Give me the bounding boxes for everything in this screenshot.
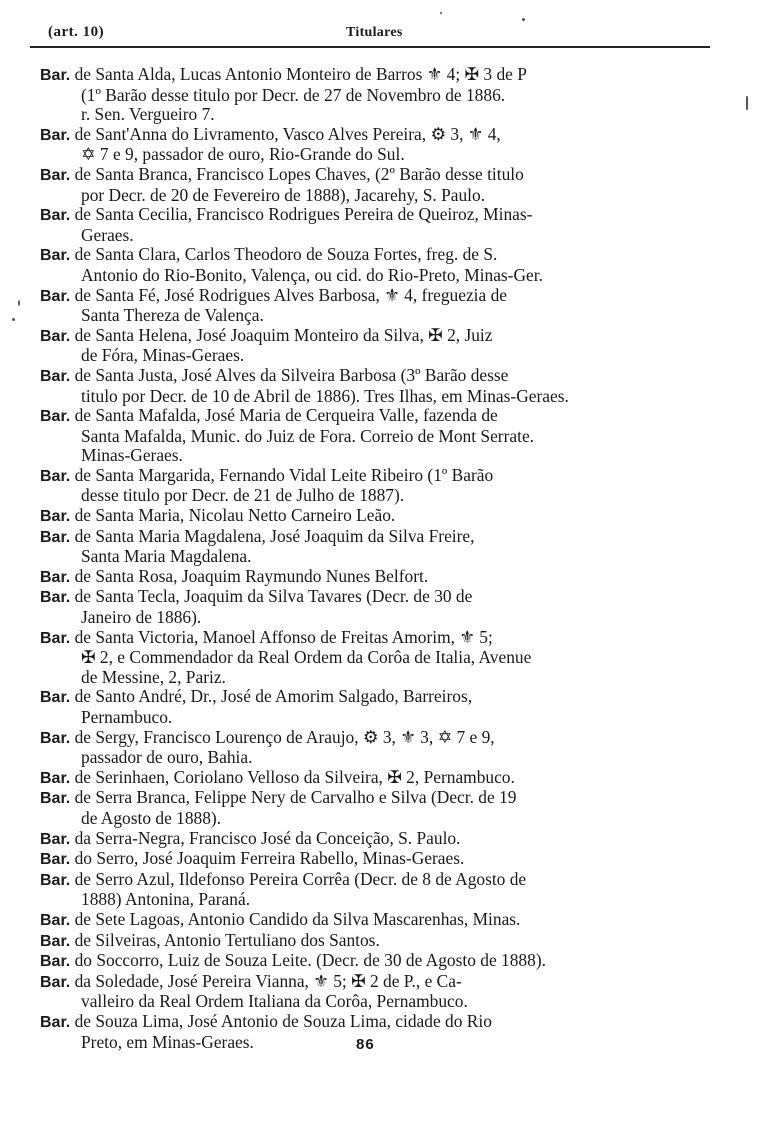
entry-first-line: [40, 506, 690, 527]
entry-prefix: Bar.: [40, 851, 71, 869]
entry: [40, 728, 690, 768]
entry-text: de Santa Margarida, Fernando Vidal Leite Ribeiro (1º Barão: [74, 464, 494, 485]
entry-prefix: Bar.: [40, 528, 71, 546]
entry-prefix: Bar.: [40, 973, 71, 991]
entry-prefix: Bar.: [40, 769, 71, 787]
scan-speck: [12, 318, 15, 321]
entry-first-line: [40, 972, 690, 993]
scan-speck: [18, 300, 20, 306]
entry-prefix: Bar.: [40, 689, 71, 707]
entry-prefix: Bar.: [40, 729, 71, 747]
entry-first-line: [40, 829, 690, 850]
entry-prefix: Bar.: [40, 830, 71, 848]
entry-text: de Santa Alda, Lucas Antonio Monteiro de Barros ⚜ 4; ✠ 3 de P: [74, 64, 527, 84]
entry-prefix: Bar.: [40, 367, 71, 385]
entry-first-line: [40, 910, 690, 931]
entry-continuation-line: ✡ 7 e 9, passador de ouro, Rio-Grande do Sul.: [81, 144, 405, 165]
entry-text: de Silveiras, Antonio Tertuliano dos Santos.: [74, 929, 380, 950]
entry-text: de Santa Tecla, Joaquim da Silva Tavares (Decr. de 30 de: [74, 586, 473, 607]
entry-text: de Santa Victoria, Manoel Affonso de Freitas Amorim, ⚜ 5;: [74, 626, 493, 647]
entry: [40, 587, 690, 627]
entry-prefix: Bar.: [40, 790, 71, 808]
entry-continuation-line: desse titulo por Decr. de 21 de Julho de 1887).: [81, 485, 405, 506]
entry-continuation-line: Pernambuco.: [81, 707, 173, 727]
entry-text: de Santa Clara, Carlos Theodoro de Souza Fortes, freg. de S.: [74, 244, 498, 265]
entry-prefix: Bar.: [40, 568, 71, 586]
section-ref: (art. 10): [48, 24, 105, 40]
entry-first-line: [40, 125, 690, 146]
entry: [40, 506, 690, 527]
entry-first-line: [40, 931, 690, 952]
entry-text: de Santa Maria, Nicolau Netto Carneiro Leão.: [74, 505, 396, 526]
running-title: Titulares: [346, 25, 403, 40]
entry-continuation-line: 1888) Antonina, Paraná.: [81, 889, 251, 910]
entry-prefix: Bar.: [40, 589, 71, 607]
entry-first-line: [40, 245, 690, 266]
entry-prefix: Bar.: [40, 126, 71, 144]
entry-first-line: [40, 286, 690, 307]
entry-text: de Sant'Anna do Livramento, Vasco Alves Pereira, ⚙ 3, ⚜ 4,: [74, 123, 501, 144]
entry-first-line: [40, 768, 690, 789]
entry-prefix: Bar.: [40, 207, 71, 225]
entry: [40, 768, 690, 789]
entry-continuation-line: Antonio do Rio-Bonito, Valença, ou cid. do Rio-Preto, Minas-Ger.: [81, 264, 543, 285]
entry: [40, 326, 690, 366]
entry: [40, 870, 690, 910]
entry-continuation-line: por Decr. de 20 de Fevereiro de 1888), Jacarehy, S. Paulo.: [81, 184, 486, 205]
entry: [40, 125, 690, 165]
entry: [40, 788, 690, 828]
entry: [40, 972, 690, 1012]
entry-continuation-line: (1º Barão desse titulo por Decr. de 27 de Novembro de 1886.: [81, 84, 506, 105]
entry-first-line: [40, 788, 690, 809]
entry: [40, 931, 690, 952]
entry-prefix: Bar.: [40, 953, 71, 971]
entry-first-line: [40, 165, 690, 186]
entry-continuation-line: de Agosto de 1888).: [81, 807, 222, 828]
entry-text: de Serro Azul, Ildefonso Pereira Corrêa (Decr. de 8 de Agosto de: [74, 868, 527, 889]
entry-text: de Sete Lagoas, Antonio Candido da Silva Mascarenhas, Minas.: [74, 908, 521, 929]
entry-prefix: Bar.: [40, 932, 71, 950]
entry-list: [40, 65, 690, 1052]
entry: [40, 65, 690, 125]
entry: [40, 951, 690, 972]
entry-prefix: Bar.: [40, 467, 71, 485]
entry-first-line: [40, 687, 690, 708]
entry-first-line: [40, 849, 690, 870]
entry-continuation-line: passador de ouro, Bahia.: [81, 747, 253, 768]
entry-text: de Sergy, Francisco Lourenço de Araujo, ⚙ 3, ⚜ 3, ✡ 7 e 9,: [74, 726, 495, 747]
entry-prefix: Bar.: [40, 287, 71, 305]
entry-continuation-line: Santa Thereza de Valença.: [81, 305, 264, 326]
entry-text: de Santa Cecilia, Francisco Rodrigues Pereira de Queiroz, Minas-: [74, 204, 533, 225]
entry-prefix: Bar.: [40, 408, 71, 426]
page-number: 86: [356, 1036, 375, 1053]
entry-continuation-line: de Fóra, Minas-Geraes.: [81, 345, 245, 366]
entry-prefix: Bar.: [40, 508, 71, 526]
entry-first-line: [40, 205, 690, 226]
entry-first-line: [40, 951, 690, 972]
entry-prefix: Bar.: [40, 911, 71, 929]
entry-continuation-line: Santa Mafalda, Munic. do Juiz de Fora. Correio de Mont Serrate.: [81, 425, 535, 446]
entry: [40, 829, 690, 850]
entry: [40, 628, 690, 688]
entry-text: da Serra-Negra, Francisco José da Conceição, S. Paulo.: [74, 827, 461, 848]
scan-speck: [746, 96, 748, 110]
entry-first-line: [40, 1012, 690, 1033]
entry-continuation-line: ✠ 2, e Commendador da Real Ordem da Corôa de Italia, Avenue: [81, 647, 532, 668]
entry: [40, 286, 690, 326]
entry-continuation-line: r. Sen. Vergueiro 7.: [81, 104, 215, 125]
entry: [40, 205, 690, 245]
entry-first-line: [40, 466, 690, 487]
entry-continuation-line: Geraes.: [81, 224, 134, 245]
entry-text: do Soccorro, Luiz de Souza Leite. (Decr. de 30 de Agosto de 1888).: [74, 950, 546, 971]
scan-speck: [440, 12, 442, 14]
entry: [40, 245, 690, 285]
entry: [40, 527, 690, 567]
entry-prefix: Bar.: [40, 871, 71, 889]
entry-first-line: [40, 406, 690, 427]
entry-text: de Souza Lima, José Antonio de Souza Lima, cidade do Rio: [74, 1010, 492, 1031]
entry: [40, 406, 690, 466]
entry-text: de Santa Mafalda, José Maria de Cerqueira Valle, fazenda de: [74, 405, 498, 426]
entry-text: de Serinhaen, Coriolano Velloso da Silveira, ✠ 2, Pernambuco.: [74, 766, 515, 787]
entry: [40, 687, 690, 727]
entry: [40, 366, 690, 406]
entry-text: de Santo André, Dr., José de Amorim Salgado, Barreiros,: [74, 686, 473, 707]
entry-first-line: [40, 366, 690, 387]
entry-first-line: [40, 527, 690, 548]
entry-continuation-line: Janeiro de 1886).: [81, 607, 202, 628]
entry-first-line: [40, 567, 690, 588]
entry-first-line: [40, 628, 690, 649]
entry-first-line: [40, 65, 690, 86]
entry-first-line: [40, 870, 690, 891]
entry-prefix: Bar.: [40, 247, 71, 265]
entry-text: da Soledade, José Pereira Vianna, ⚜ 5; ✠ 2 de P., e Ca-: [74, 970, 462, 991]
entry-first-line: [40, 587, 690, 608]
entry-continuation-line: Preto, em Minas-Geraes.: [81, 1031, 254, 1052]
entry-text: de Santa Rosa, Joaquim Raymundo Nunes Belfort.: [74, 565, 429, 586]
entry-text: de Serra Branca, Felippe Nery de Carvalho e Silva (Decr. de 19: [74, 787, 517, 808]
entry-continuation-line: Minas-Geraes.: [81, 445, 183, 466]
entry: [40, 165, 690, 205]
entry-text: de Santa Maria Magdalena, José Joaquim da Silva Freire,: [74, 525, 475, 546]
entry-first-line: [40, 326, 690, 347]
entry-continuation-line: de Messine, 2, Pariz.: [81, 666, 226, 687]
entry-prefix: Bar.: [40, 629, 71, 647]
page-header: [30, 22, 710, 48]
entry-prefix: Bar.: [40, 327, 71, 345]
entry-first-line: [40, 728, 690, 749]
entry-prefix: Bar.: [40, 67, 71, 84]
entry-continuation-line: Santa Maria Magdalena.: [81, 546, 252, 567]
entry-continuation-line: valleiro da Real Ordem Italiana da Corôa, Pernambuco.: [81, 991, 468, 1012]
entry-text: de Santa Branca, Francisco Lopes Chaves, (2º Barão desse titulo: [74, 163, 524, 184]
entry-continuation-line: titulo por Decr. de 10 de Abril de 1886). Tres Ilhas, em Minas-Geraes.: [81, 385, 569, 406]
entry-prefix: Bar.: [40, 1013, 71, 1031]
entry-text: de Santa Fé, José Rodrigues Alves Barbosa, ⚜ 4, freguezia de: [74, 284, 507, 305]
entry: [40, 849, 690, 870]
entry-text: de Santa Helena, José Joaquim Monteiro da Silva, ✠ 2, Juiz: [74, 324, 493, 345]
entry: [40, 567, 690, 588]
entry-prefix: Bar.: [40, 166, 71, 184]
entry-text: do Serro, José Joaquim Ferreira Rabello, Minas-Geraes.: [74, 848, 465, 869]
entry-text: de Santa Justa, José Alves da Silveira Barbosa (3º Barão desse: [74, 364, 509, 385]
scan-speck: [522, 18, 525, 21]
entry: [40, 910, 690, 931]
entry: [40, 466, 690, 506]
